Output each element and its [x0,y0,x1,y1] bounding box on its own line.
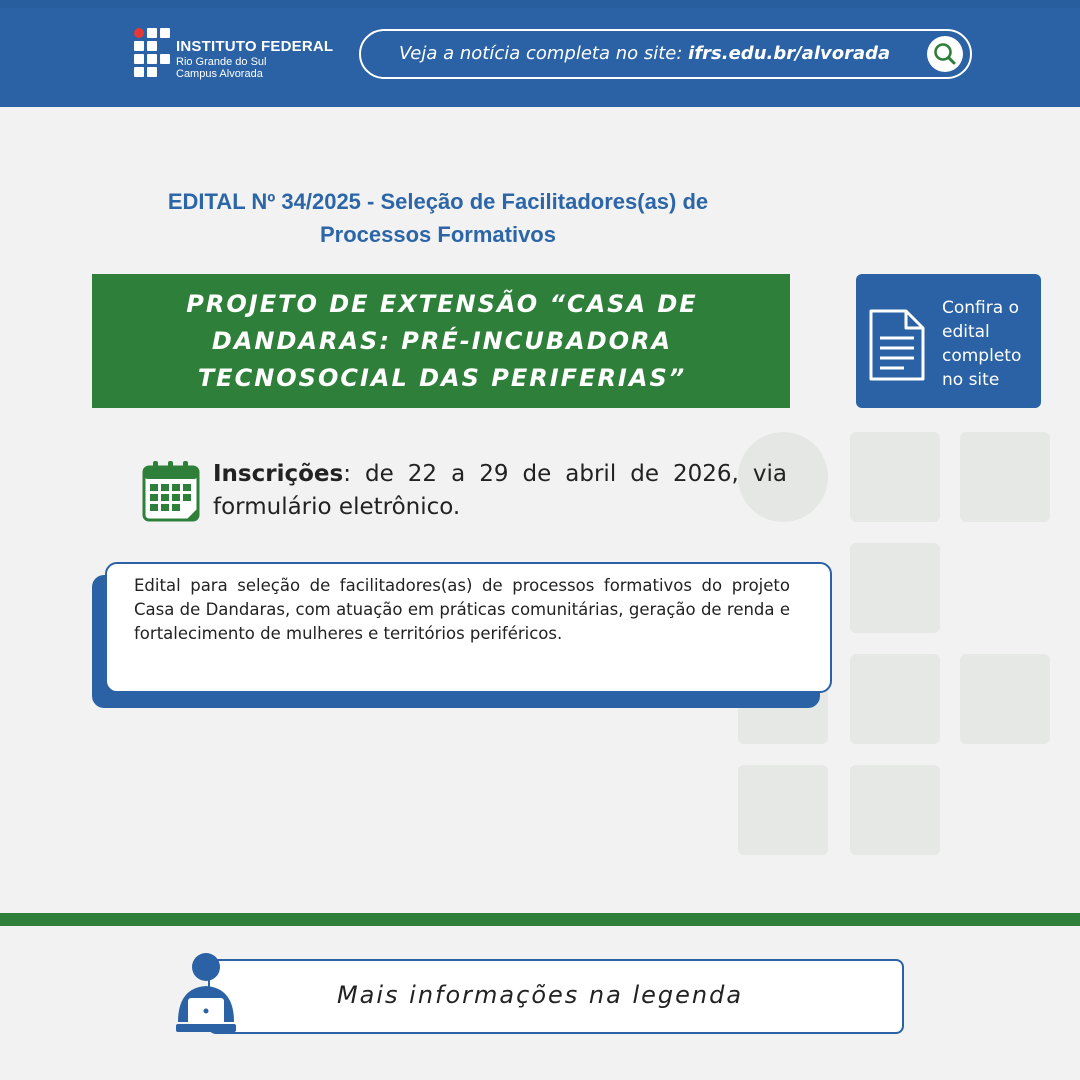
more-info-box [208,959,904,1034]
green-divider [0,913,1080,926]
background-square [850,654,940,744]
background-square [738,765,828,855]
background-square [850,543,940,633]
site-link-text [399,43,890,64]
document-icon [868,308,926,382]
search-icon [927,36,963,72]
header-top-line [0,0,1080,8]
project-title-line1: PROJETO DE EXTENSÃO “CASA DE [186,290,698,318]
project-banner [92,274,790,408]
confira-label [942,296,1040,392]
background-square [850,765,940,855]
site-link-url[interactable]: ifrs.edu.br/alvorada [688,43,891,64]
calendar-icon [142,460,200,522]
more-info-text: Mais informações na legenda [336,981,744,1009]
inscricoes-label: Inscrições [213,461,344,487]
inscricoes-info [213,458,787,524]
confira-line2: edital [942,322,990,342]
logo-title: INSTITUTO FEDERAL [176,38,334,55]
person-laptop-icon [170,950,242,1036]
project-title [132,286,752,397]
site-link-prefix: Veja a notícia completa no site: [399,43,689,64]
confira-line1: Confira o [942,298,1019,318]
search-button[interactable] [927,36,963,72]
inscricoes-text: : de 22 a 29 de abril de 2026, via formulário eletrônico. [213,461,787,520]
confira-line3: completo [942,346,1022,366]
project-title-line3: TECNOSOCIAL DAS PERIFERIAS” [197,364,687,392]
logo-subtitle-state: Rio Grande do Sul [176,56,267,68]
background-square [850,432,940,522]
logo-subtitle-campus: Campus Alvorada [176,68,263,80]
background-square [960,654,1050,744]
header-bar [0,0,1080,107]
project-title-line2: DANDARAS: PRÉ-INCUBADORA [211,327,673,355]
institute-logo[interactable] [134,28,334,83]
description-text: Edital para seleção de facilitadores(as) de processos formativos do projeto Casa de Dandaras, com atuação em práticas comunitárias, geração de renda e fortalecimento de mulheres e territórios periféricos. [134,576,790,643]
edital-title-line1: EDITAL Nº 34/2025 - Seleção de Facilitadores(as) de [167,189,709,214]
edital-title-line2: Processos Formativos [320,222,556,247]
if-logo-grid-icon [134,28,170,80]
background-square [960,432,1050,522]
confira-line4: no site [942,370,1000,390]
edital-title [100,185,776,251]
description-card [105,562,832,693]
confira-edital-button[interactable] [856,274,1041,408]
site-link-bar[interactable] [359,29,972,79]
